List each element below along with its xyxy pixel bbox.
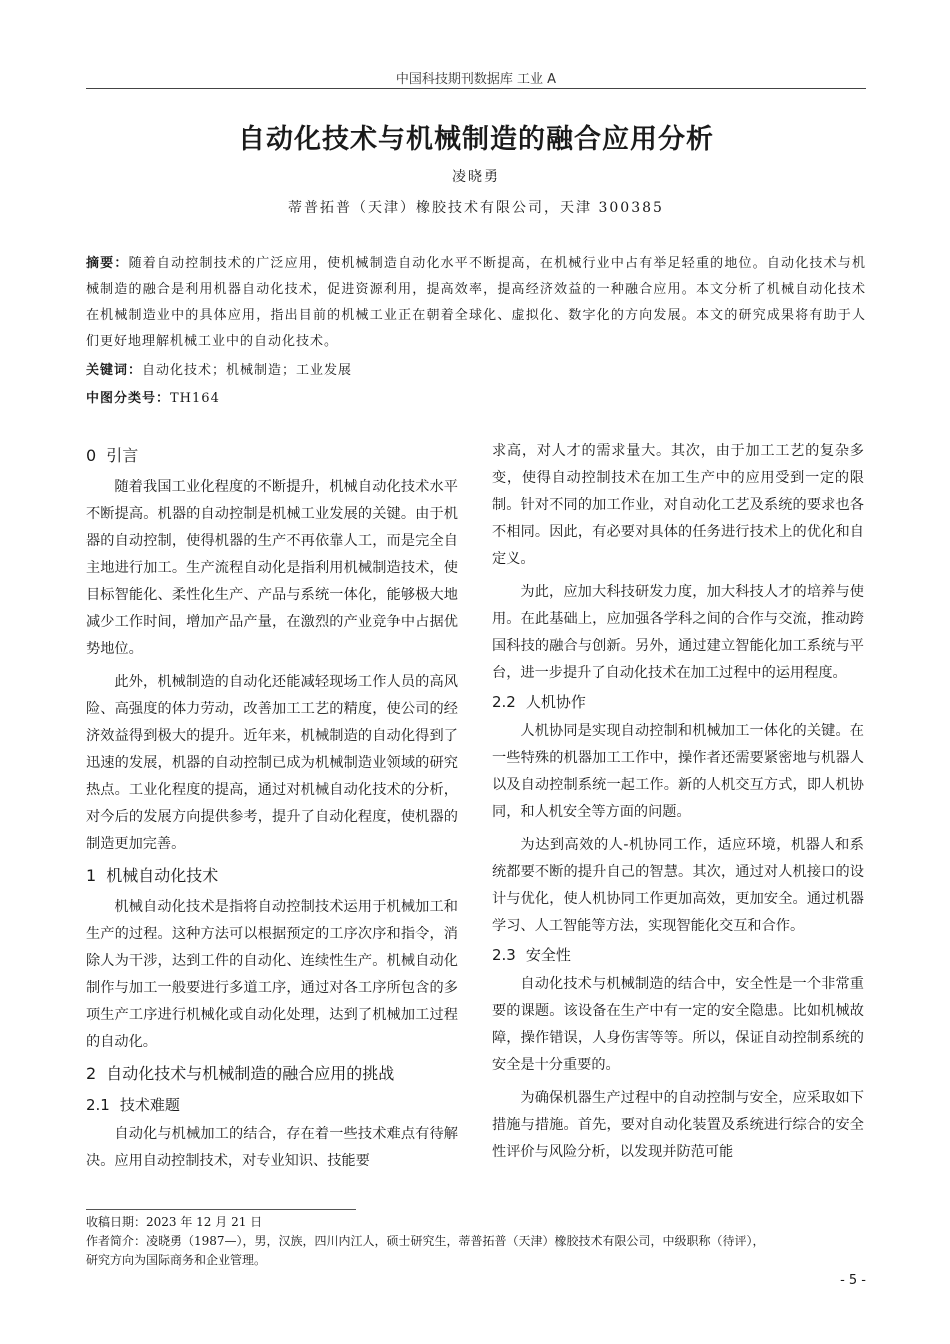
keywords-label: 关键词： bbox=[86, 363, 143, 378]
classification bbox=[86, 387, 866, 406]
footnote-rule bbox=[86, 1209, 356, 1210]
left-column bbox=[86, 438, 458, 1175]
right-column bbox=[492, 438, 864, 1166]
paragraph: 为确保机器生产过程中的自动控制与安全，应采取如下措施与措施。首先，要对自动化装置及系统进行综合的安全性评价与风险分析，以发现并防范可能 bbox=[492, 1090, 864, 1160]
subsection-title: 安全性 bbox=[525, 946, 571, 964]
paragraph: 自动化与机械加工的结合，存在着一些技术难点有待解决。应用自动控制技术，对专业知识、技能要 bbox=[86, 1126, 458, 1169]
subsection-number: 2.2 bbox=[492, 693, 516, 711]
section-heading bbox=[86, 442, 458, 470]
author-bio-line-1: 作者简介：凌晓勇（1987—），男，汉族，四川内江人，硕士研究生，蒂普拓普（天津）橡胶技术有限公司，中级职称（待评）， bbox=[86, 1234, 765, 1248]
subsection-title: 技术难题 bbox=[119, 1096, 180, 1114]
keywords bbox=[86, 359, 866, 378]
section-title: 机械自动化技术 bbox=[106, 866, 219, 885]
affiliation: 蒂普拓普（天津）橡胶技术有限公司，天津 300385 bbox=[288, 200, 664, 216]
keywords-text: 自动化技术；机械制造；工业发展 bbox=[142, 363, 353, 378]
abstract bbox=[86, 251, 866, 355]
footnote bbox=[86, 1213, 866, 1270]
section-heading bbox=[86, 862, 458, 890]
paragraph: 人机协同是实现自动控制和机械加工一体化的关键。在一些特殊的机器加工工作中，操作者还需要紧密地与机器人以及自动控制系统一起工作。新的人机交互方式，即人机协同，和人机安全等方面的问题。 bbox=[492, 723, 864, 820]
section-number: 1 bbox=[86, 866, 97, 885]
paragraph: 此外，机械制造的自动化还能减轻现场工作人员的高风险、高强度的体力劳动，改善加工工艺的精度，使公司的经济效益得到极大的提升。近年来，机械制造的自动化得到了迅速的发展，机器的自动控制已成为机械制造业领域的研究热点。工业化程度的提高，通过对机械自动化技术的分析，对今后的发展方向提供参考，提升了自动化程度，使机器的制造更加完善。 bbox=[86, 674, 458, 852]
paragraph: 为达到高效的人-机协同工作，适应环境，机器人和系统都要不断的提升自己的智慧。其次，通过对人机接口的设计与优化，使人机协同工作更加高效，更加安全。通过机器学习、人工智能等方法，实现智能化交互和合作。 bbox=[492, 837, 864, 934]
subsection-number: 2.1 bbox=[86, 1096, 110, 1114]
author-bio-line-2: 研究方向为国际商务和企业管理。 bbox=[86, 1253, 267, 1267]
section-title: 自动化技术与机械制造的融合应用的挑战 bbox=[106, 1064, 395, 1083]
received-date: 收稿日期：2023 年 12 月 21 日 bbox=[86, 1215, 263, 1229]
subsection-title: 人机协作 bbox=[525, 693, 586, 711]
page-number: - 5 - bbox=[840, 1273, 866, 1288]
subsection-number: 2.3 bbox=[492, 946, 516, 964]
subsection-heading bbox=[86, 1092, 458, 1119]
section-number: 0 bbox=[86, 446, 97, 465]
subsection-heading bbox=[492, 942, 864, 969]
paragraph-continued: 求高，对人才的需求量大。其次，由于加工工艺的复杂多变，使得自动控制技术在加工生产中的应用受到一定的限制。针对不同的加工作业，对自动化工艺及系统的要求也各不相同。因此，有必要对具体的任务进行技术上的优化和自定义。 bbox=[492, 443, 864, 567]
section-number: 2 bbox=[86, 1064, 97, 1083]
journal-header: 中国科技期刊数据库 工业 A bbox=[395, 72, 557, 87]
paragraph: 自动化技术与机械制造的结合中，安全性是一个非常重要的课题。该设备在生产中有一定的安全隐患。比如机械故障，操作错误，人身伤害等等。所以，保证自动控制系统的安全是十分重要的。 bbox=[492, 976, 864, 1073]
author: 凌晓勇 bbox=[452, 169, 500, 185]
paragraph: 随着我国工业化程度的不断提升，机械自动化技术水平不断提高。机器的自动控制是机械工业发展的关键。由于机器的自动控制，使得机器的生产不再依靠人工，而是完全自主地进行加工。生产流程自动化是指利用机械制造技术，使目标智能化、柔性化生产、产品与系统一体化，能够极大地减少工作时间，增加产品产量，在激烈的产业竞争中占据优势地位。 bbox=[86, 479, 458, 657]
classification-label: 中图分类号： bbox=[86, 391, 171, 406]
paper-title: 自动化技术与机械制造的融合应用分析 bbox=[238, 124, 714, 155]
section-heading bbox=[86, 1060, 458, 1088]
paragraph: 机械自动化技术是指将自动控制技术运用于机械加工和生产的过程。这种方法可以根据预定的工序次序和指令，消除人为干涉，达到工件的自动化、连续性生产。机械自动化制作与加工一般要进行多道工序，通过对各工序所包含的多项生产工序进行机械化或自动化处理，达到了机械加工过程的自动化。 bbox=[86, 899, 458, 1050]
paragraph: 为此，应加大科技研发力度，加大科技人才的培养与使用。在此基础上，应加强各学科之间的合作与交流，推动跨国科技的融合与创新。另外，通过建立智能化加工系统与平台，进一步提升了自动化技术在加工过程中的运用程度。 bbox=[492, 584, 864, 681]
abstract-text: 随着自动控制技术的广泛应用，使机械制造自动化水平不断提高，在机械行业中占有举足轻重的地位。自动化技术与机械制造的融合是利用机器自动化技术，促进资源利用，提高效率，提高经济效益的一种融合应用。本文分析了机械自动化技术在机械制造业中的具体应用，指出目前的机械工业正在朝着全球化、虚拟化、数字化的方向发展。本文的研究成果将有助于人们更好地理解机械工业中的自动化技术。 bbox=[86, 256, 866, 349]
abstract-label: 摘要： bbox=[86, 256, 129, 271]
classification-text: TH164 bbox=[170, 391, 220, 406]
header-rule bbox=[86, 88, 866, 89]
section-title: 引言 bbox=[106, 446, 139, 465]
subsection-heading bbox=[492, 689, 864, 716]
